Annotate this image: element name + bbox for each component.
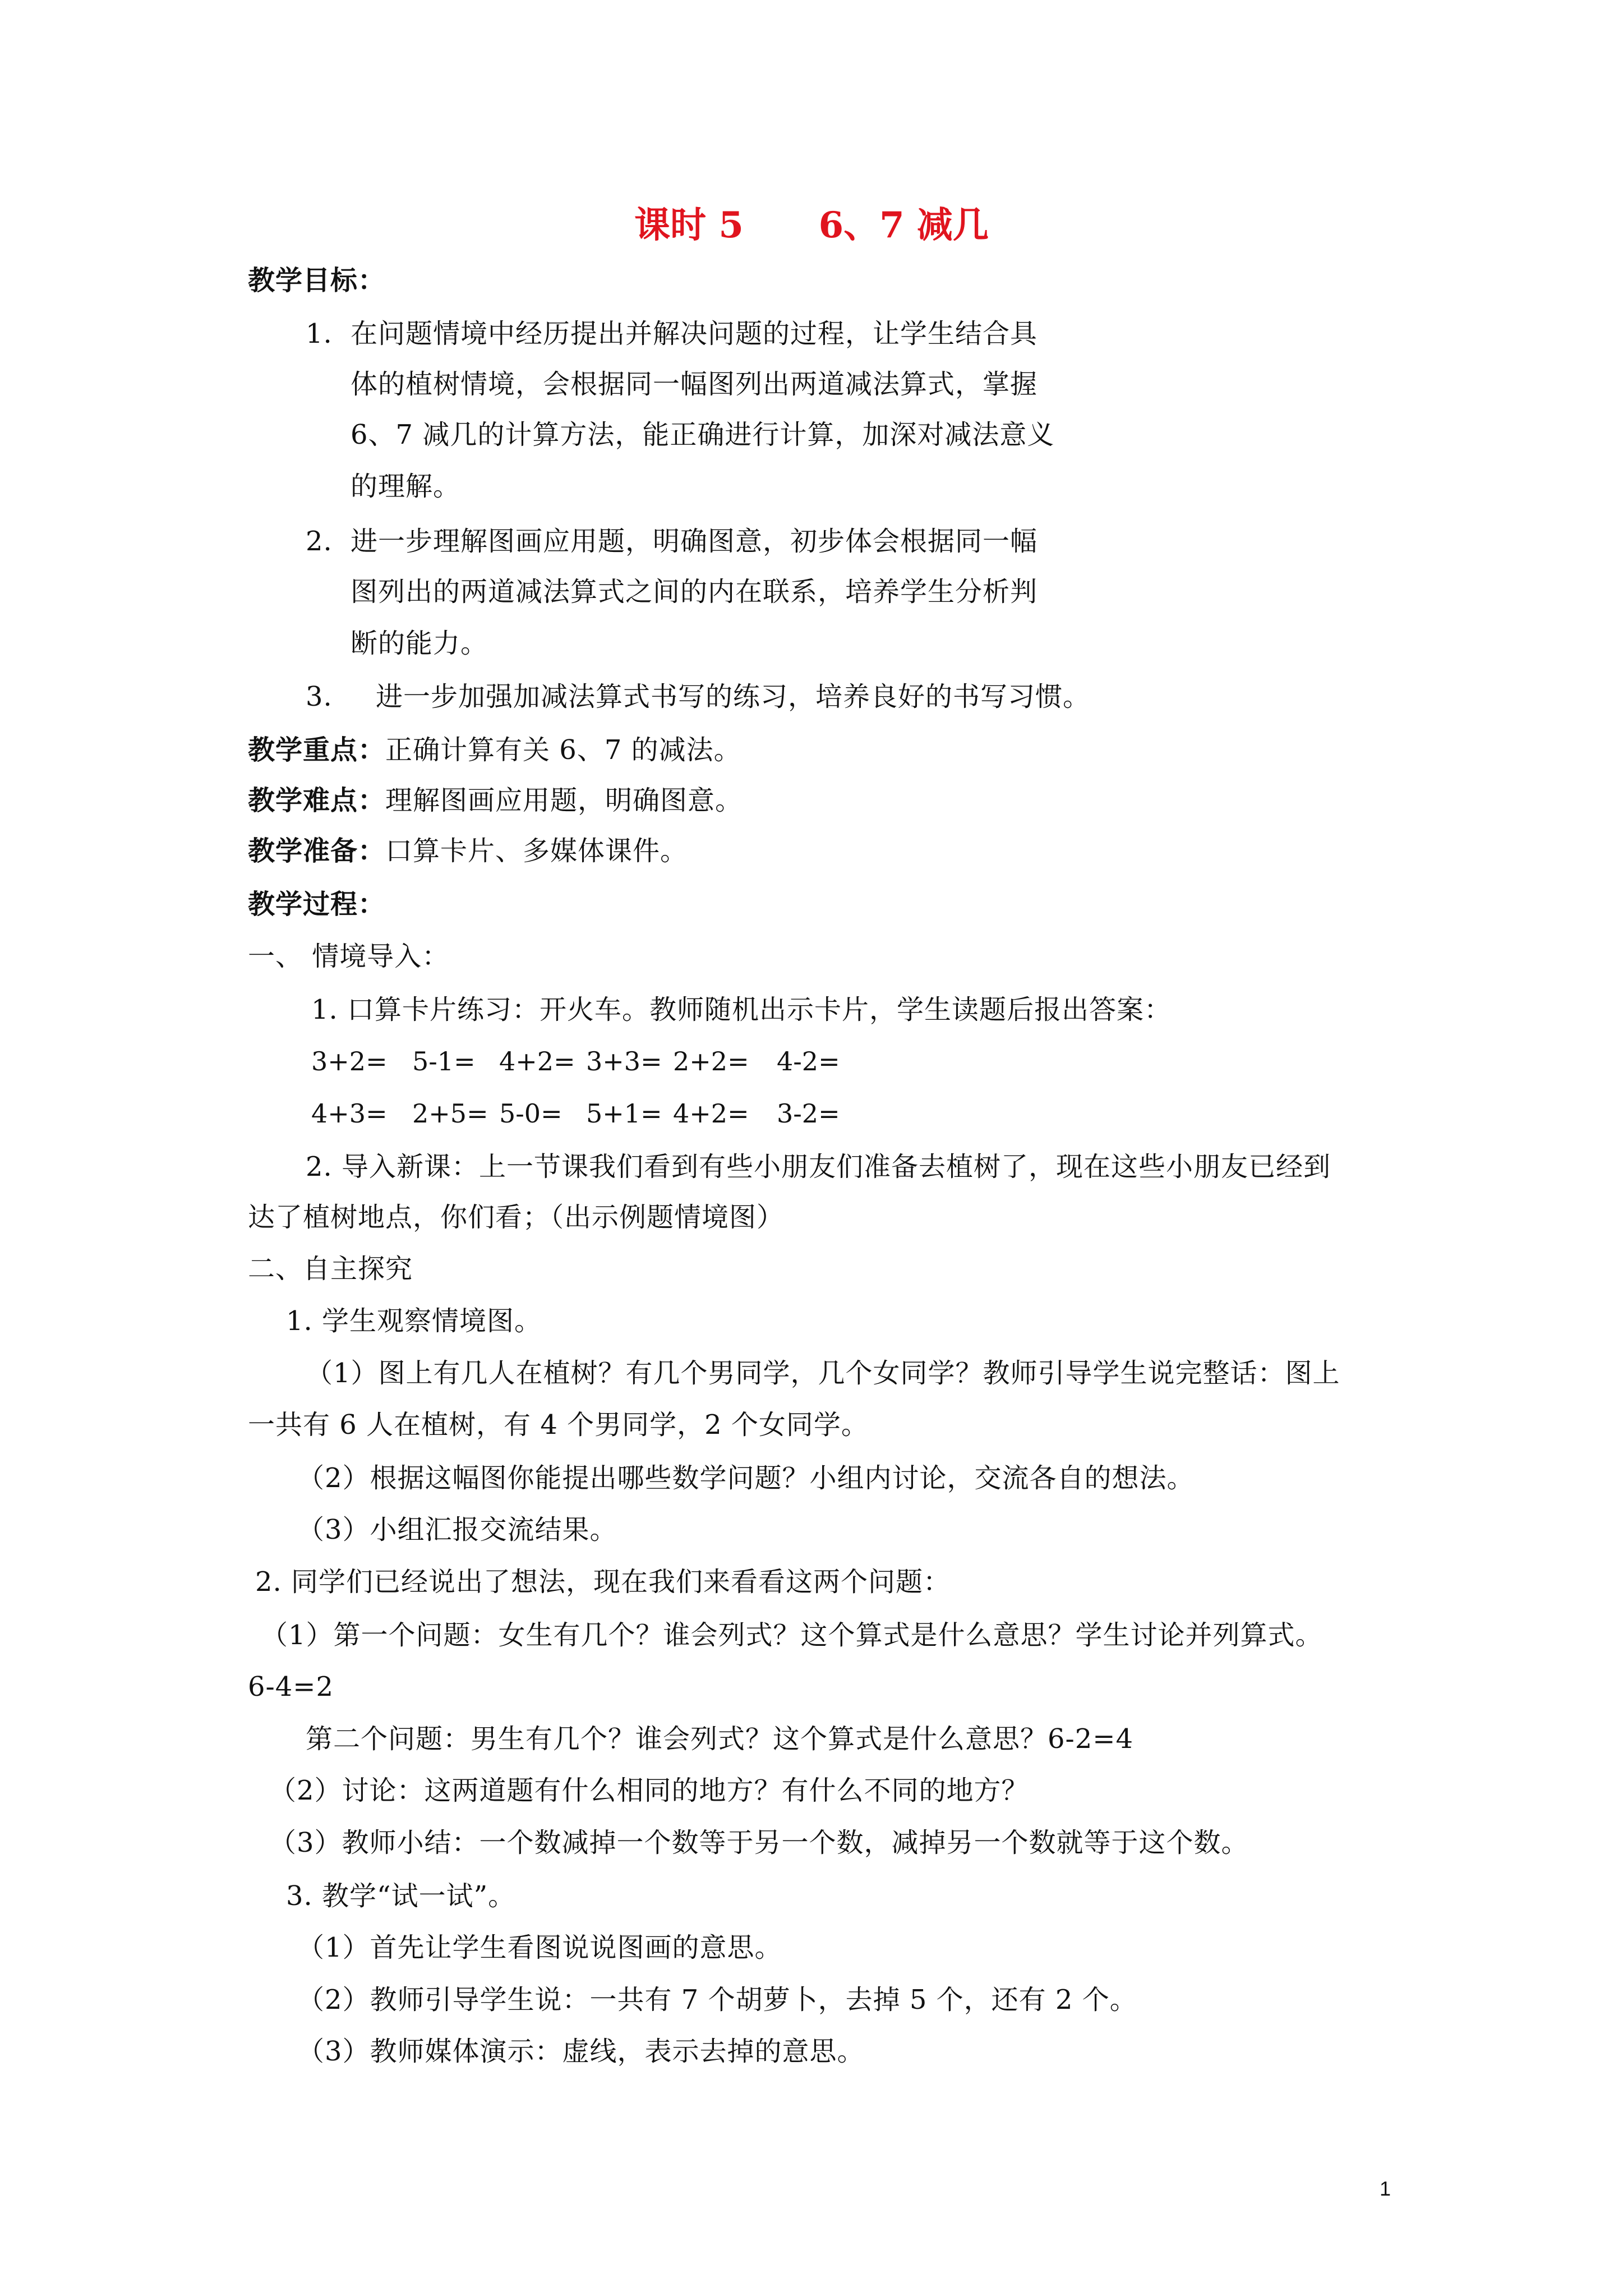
difficulty-row <box>248 784 743 817</box>
section-2-line: 2. 同学们已经说出了想法，现在我们来看看这两个问题： <box>255 1566 951 1598</box>
section-2-line: （2）教师引导学生说：一共有 7 个胡萝卜，去掉 5 个，还有 2 个。 <box>297 1984 1137 2016</box>
calc-card: 2+5= <box>412 1098 488 1129</box>
calc-card: 4+2= <box>499 1046 575 1076</box>
section-2-line: 6-4=2 <box>248 1671 334 1703</box>
difficulty-text: 理解图画应用题，明确图意。 <box>385 785 743 816</box>
calc-card: 2+2= <box>673 1046 749 1076</box>
preparation-row <box>248 834 688 868</box>
key-point-label: 教学重点： <box>248 734 386 766</box>
objective-1-line: 6、7 减几的计算方法，能正确进行计算，加深对减法意义 <box>351 419 1055 450</box>
section-2-line: （3）小组汇报交流结果。 <box>297 1514 617 1545</box>
process-heading: 教学过程： <box>248 889 386 920</box>
section-1-item-1: 1. 口算卡片练习：开火车。教师随机出示卡片，学生读题后报出答案： <box>311 994 1172 1025</box>
calc-card: 3-2= <box>777 1098 840 1129</box>
section-2-line: 1. 学生观察情境图。 <box>286 1305 542 1337</box>
section-2-line: 第二个问题：男生有几个？谁会列式？这个算式是什么意思？6-2=4 <box>306 1723 1134 1755</box>
objective-3-number: 3. <box>306 681 333 712</box>
objective-1-line: 的理解。 <box>351 471 461 502</box>
objective-2-line: 断的能力。 <box>351 628 488 659</box>
objective-2-number: 2. <box>306 526 333 557</box>
key-point-row <box>248 733 741 767</box>
section-2-heading: 二、自主探究 <box>248 1253 413 1285</box>
calc-card: 5-0= <box>499 1098 562 1129</box>
section-2-line: 3. 教学“试一试”。 <box>286 1880 516 1912</box>
lesson-title: 课时 5 6、7 减几 <box>634 204 989 246</box>
objectives-heading: 教学目标： <box>248 265 386 296</box>
calc-card: 4+3= <box>311 1098 388 1129</box>
objective-2-line: 进一步理解图画应用题，明确图意，初步体会根据同一幅 <box>351 526 1038 557</box>
objective-1-number: 1. <box>306 318 333 349</box>
section-2-line: （2）根据这幅图你能提出哪些数学问题？小组内讨论，交流各自的想法。 <box>297 1462 1195 1494</box>
calc-card: 4+2= <box>673 1098 749 1129</box>
section-2-line: （3）教师小结：一个数减掉一个数等于另一个数，减掉另一个数就等于这个数。 <box>269 1827 1249 1858</box>
calc-card: 3+3= <box>586 1046 662 1076</box>
key-point-text: 正确计算有关 6、7 的减法。 <box>385 734 741 766</box>
calc-card: 4-2= <box>777 1046 840 1076</box>
section-2-line: 一共有 6 人在植树，有 4 个男同学，2 个女同学。 <box>248 1409 869 1441</box>
page-number: 1 <box>1380 2177 1391 2200</box>
preparation-label: 教学准备： <box>248 835 386 867</box>
section-1-item-2-cont: 达了植树地点，你们看；（出示例题情境图） <box>248 1202 785 1233</box>
calc-card: 5+1= <box>586 1098 662 1129</box>
objective-1-line: 体的植树情境，会根据同一幅图列出两道减法算式，掌握 <box>351 369 1038 400</box>
section-2-line: （1）第一个问题：女生有几个？谁会列式？这个算式是什么意思？学生讨论并列算式。 <box>261 1619 1323 1651</box>
objective-3-line: 进一步加强加减法算式书写的练习，培养良好的书写习惯。 <box>376 681 1091 712</box>
section-2-line: （2）讨论：这两道题有什么相同的地方？有什么不同的地方？ <box>269 1775 1029 1806</box>
section-2-line: （3）教师媒体演示：虚线，表示去掉的意思。 <box>297 2036 865 2067</box>
objective-1-line: 在问题情境中经历提出并解决问题的过程，让学生结合具 <box>351 318 1038 349</box>
section-1-item-2: 2. 导入新课：上一节课我们看到有些小朋友们准备去植树了，现在这些小朋友已经到 <box>306 1151 1331 1182</box>
section-2-line: （1）图上有几人在植树？有几个男同学，几个女同学？教师引导学生说完整话：图上 <box>306 1358 1340 1389</box>
objective-2-line: 图列出的两道减法算式之间的内在联系，培养学生分析判 <box>351 576 1038 608</box>
difficulty-label: 教学难点： <box>248 785 386 816</box>
calc-card: 3+2= <box>311 1046 388 1076</box>
calc-card: 5-1= <box>412 1046 476 1076</box>
preparation-text: 口算卡片、多媒体课件。 <box>385 835 688 867</box>
section-1-heading: 一、 情境导入： <box>248 941 450 972</box>
section-2-line: （1）首先让学生看图说说图画的意思。 <box>297 1932 782 1963</box>
